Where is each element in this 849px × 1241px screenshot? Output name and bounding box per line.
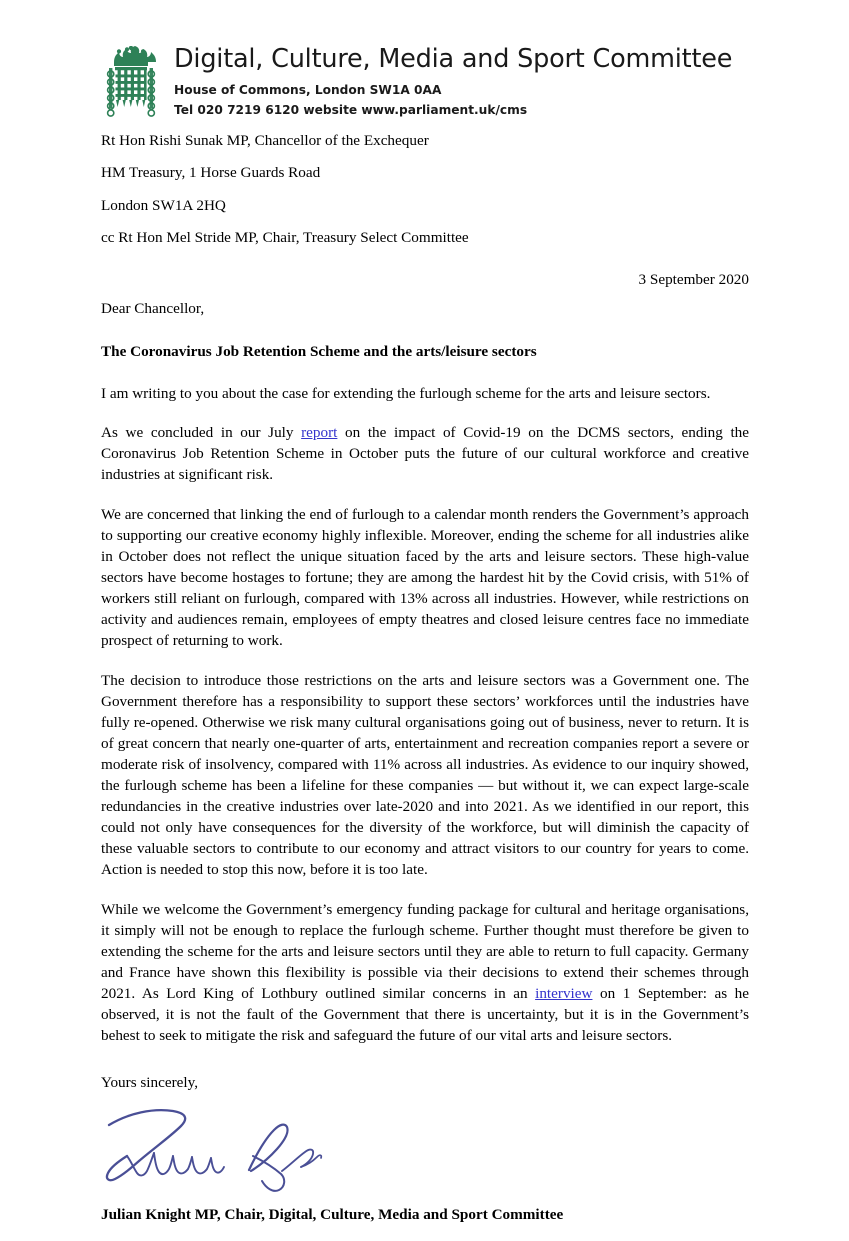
recipient-line: Rt Hon Rishi Sunak MP, Chancellor of the Exchequer [101,132,429,149]
paragraph-5-text-after: on 1 September: as he observed, it is not the fault of the Government that there is uncertainty, but it is in the Government’s behest to seek to mitigate the risk and safeguard the future of our vital arts and leisure sectors. [101,984,750,1044]
interview-link[interactable]: interview [535,984,593,1002]
letter-date: 3 September 2020 [638,270,749,288]
portcullis-crest-icon [100,46,162,126]
handwritten-signature-icon [101,1099,351,1195]
letter-body [101,131,749,1241]
recipient-line: London SW1A 2HQ [101,196,226,214]
paragraph-5-text-before: While we welcome the Government’s emergency funding package for cultural and heritage organisations, it simply will not be enough to replace the furlough scheme. Further thought must therefore be given to extending the scheme for the arts and leisure sectors until they are able to return to full capacity. Germany and France have shown this flexibility is possible via their decisions to extend their schemes through 2021. As Lord King of Lothbury outlined similar concerns in an [101,900,749,1002]
subject-heading: The Coronavirus Job Retention Scheme and the arts/leisure sectors [101,342,537,360]
letterhead [100,44,750,126]
salutation: Dear Chancellor, [101,300,205,318]
letterhead-contact: Tel 020 7219 6120 website www.parliament.uk/cms [174,103,528,118]
recipient-address-block [101,131,749,248]
paragraph-2 [101,423,749,486]
paragraph-5 [101,900,749,1047]
paragraph-3: We are concerned that linking the end of furlough to a calendar month renders the Government’s approach to supporting our creative economy highly inflexible. Moreover, ending the scheme for all industries alike in October does not reflect the unique situation faced by the arts and leisure sectors. These high-value sectors have become hostages to fortune; they are among the hardest hit by the Covid crisis, with 51% of workers still reliant on furlough, compared with 13% across all industries. However, while restrictions on activity and audiences remain, employees of empty theatres and closed leisure centres face no immediate prospect of returning to work. [101,506,749,650]
committee-title: Digital, Culture, Media and Sport Committee [174,44,733,74]
paragraph-2-text-before: As we concluded in our July [101,424,302,442]
paragraph-4: The decision to introduce those restrictions on the arts and leisure sectors was a Government one. The Government therefore has a responsibility to support these sectors’ workforces until the industries have fully re-opened. Otherwise we risk many cultural organisations going out of business, never to return. It is of great concern that nearly one-quarter of arts, entertainment and recreation companies report a severe or moderate risk of insolvency, compared with 11% across all industries. As evidence to our inquiry showed, the furlough scheme has been a lifeline for these companies — but without it, we can expect large-scale redundancies in the creative industries over late-2020 and into 2021. As we identified in our report, this could not only have consequences for the diversity of the workforce, but will diminish the capacity of these valuable sectors to contribute to our economy and attract visitors to our country for years to come. Action is needed to stop this now, before it is too late. [101,672,749,878]
report-link[interactable]: report [301,424,338,442]
letterhead-text [174,44,732,120]
signoff-name-title: Julian Knight MP, Chair, Digital, Culture, Media and Sport Committee [101,1206,564,1224]
paragraph-1: I am writing to you about the case for extending the furlough scheme for the arts and leisure sectors. [101,384,711,402]
recipient-cc-line: cc Rt Hon Mel Stride MP, Chair, Treasury Select Committee [101,228,469,246]
letterhead-address: House of Commons, London SW1A 0AA [174,82,442,97]
closing-salutation: Yours sincerely, [101,1073,199,1091]
paragraph-2-text-after: on the impact of Covid-19 on the DCMS sectors, ending the Coronavirus Job Retention Scheme in October puts the future of our cultural workforce and creative industries at significant risk. [101,424,750,484]
recipient-line: HM Treasury, 1 Horse Guards Road [101,164,321,182]
